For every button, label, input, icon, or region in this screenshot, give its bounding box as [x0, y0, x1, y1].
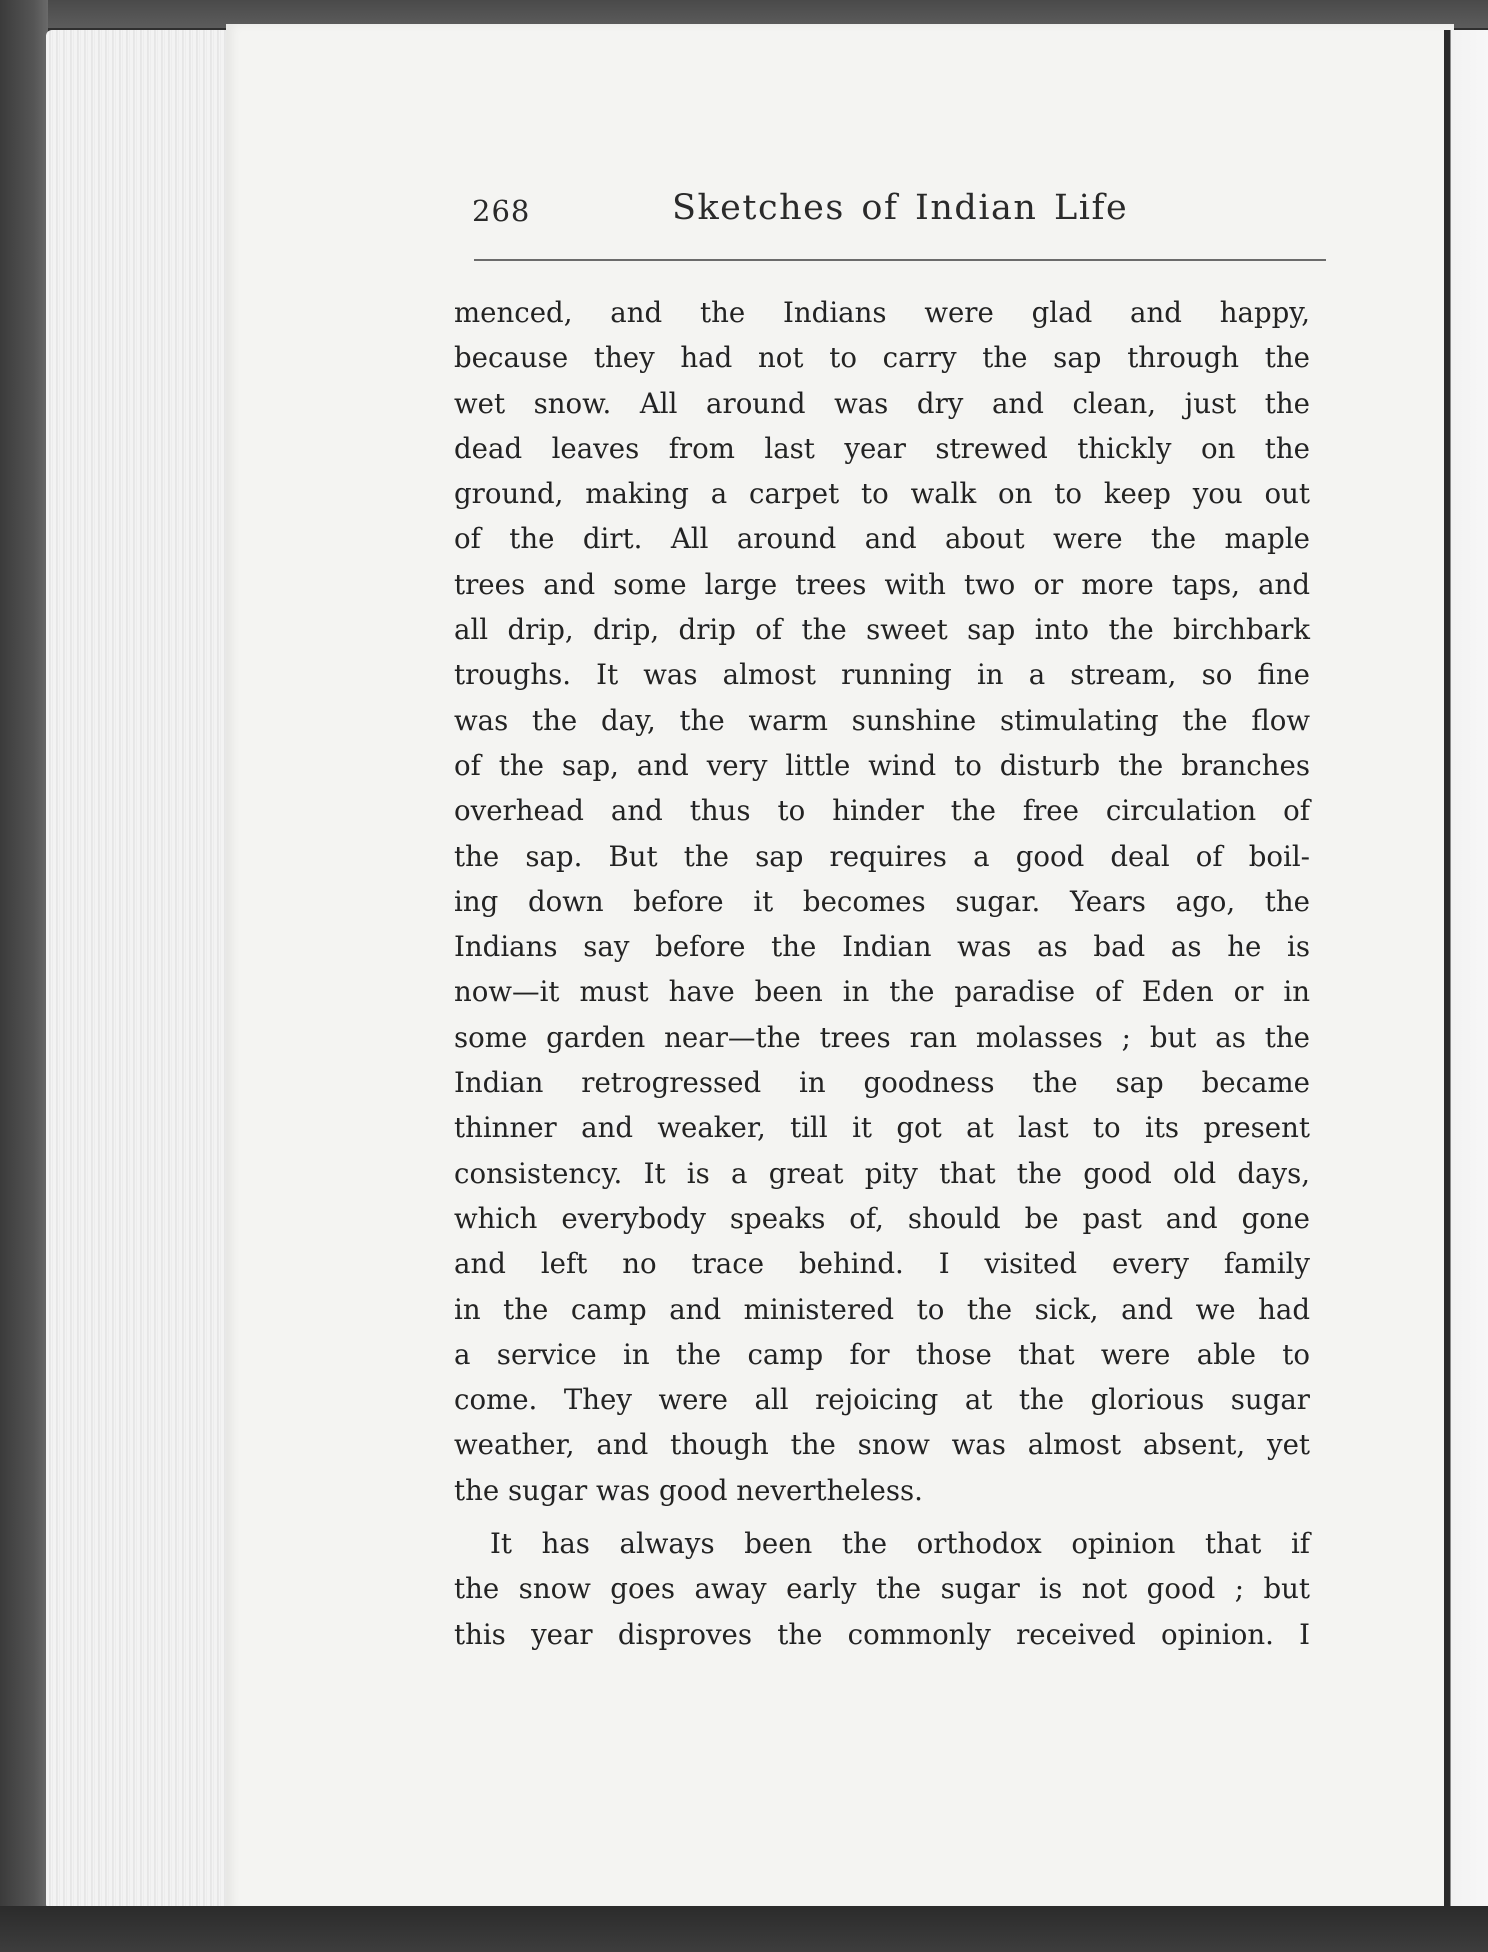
- text-line: dead leaves from last year strewed thickly on the: [454, 431, 1310, 465]
- text-line: was the day, the warm sunshine stimulating the flow: [454, 703, 1310, 737]
- text-line: wet snow. All around was dry and clean, just the: [454, 386, 1310, 420]
- text-line: It has always been the orthodox opinion that if: [490, 1527, 1310, 1561]
- text-line: overhead and thus to hinder the free circulation of: [454, 794, 1310, 828]
- text-line: the sap. But the sap requires a good deal of boil-: [454, 839, 1310, 873]
- text-line: the sugar was good nevertheless.: [454, 1473, 923, 1507]
- paragraph-1: [454, 290, 1310, 1513]
- text-line: come. They were all rejoicing at the glorious sugar: [454, 1383, 1310, 1417]
- text-line: Indians say before the Indian was as bad as he is: [454, 930, 1310, 964]
- text-line: of the dirt. All around and about were the maple: [454, 522, 1310, 556]
- header-rule: [474, 259, 1326, 261]
- text-line: in the camp and ministered to the sick, and we had: [454, 1292, 1310, 1326]
- text-line: and left no trace behind. I visited every family: [454, 1247, 1310, 1281]
- text-line: some garden near—the trees ran molasses ; but as the: [454, 1020, 1310, 1054]
- stacked-page-edges: [46, 30, 236, 1910]
- paragraph-gap: [454, 1513, 1310, 1521]
- book-binding-left: [0, 0, 48, 1952]
- text-line: troughs. It was almost running in a stream, so fine: [454, 658, 1310, 692]
- text-line: trees and some large trees with two or more taps, and: [454, 567, 1310, 601]
- text-line: a service in the camp for those that were able to: [454, 1337, 1310, 1371]
- running-title: Sketches of Indian Life: [672, 188, 1129, 228]
- page-header: [470, 188, 1326, 248]
- text-line: Indian retrogressed in goodness the sap became: [454, 1066, 1310, 1100]
- body-text: [454, 290, 1310, 1657]
- paragraph-2: [454, 1521, 1310, 1657]
- text-line: which everybody speaks of, should be past and gone: [454, 1201, 1310, 1235]
- text-line: menced, and the Indians were glad and happy,: [454, 296, 1310, 329]
- text-line: now—it must have been in the paradise of Eden or in: [454, 975, 1310, 1009]
- text-line: of the sap, and very little wind to disturb the branches: [454, 748, 1310, 782]
- book-cover-bottom-edge: [0, 1906, 1488, 1952]
- text-line: ground, making a carpet to walk on to keep you out: [454, 477, 1310, 511]
- text-line: thinner and weaker, till it got at last to its present: [454, 1111, 1310, 1145]
- text-line: this year disproves the commonly received opinion. I: [454, 1617, 1310, 1651]
- facing-page-edge: [1444, 30, 1488, 1930]
- text-line: ing down before it becomes sugar. Years ago, the: [454, 884, 1310, 918]
- page-number: 268: [472, 194, 531, 228]
- text-line: the snow goes away early the sugar is not good ; but: [454, 1572, 1310, 1606]
- text-line: all drip, drip, drip of the sweet sap into the birchbark: [454, 613, 1310, 647]
- text-line: consistency. It is a great pity that the good old days,: [454, 1156, 1310, 1190]
- text-line: because they had not to carry the sap through the: [454, 341, 1310, 375]
- text-line: weather, and though the snow was almost absent, yet: [454, 1428, 1310, 1462]
